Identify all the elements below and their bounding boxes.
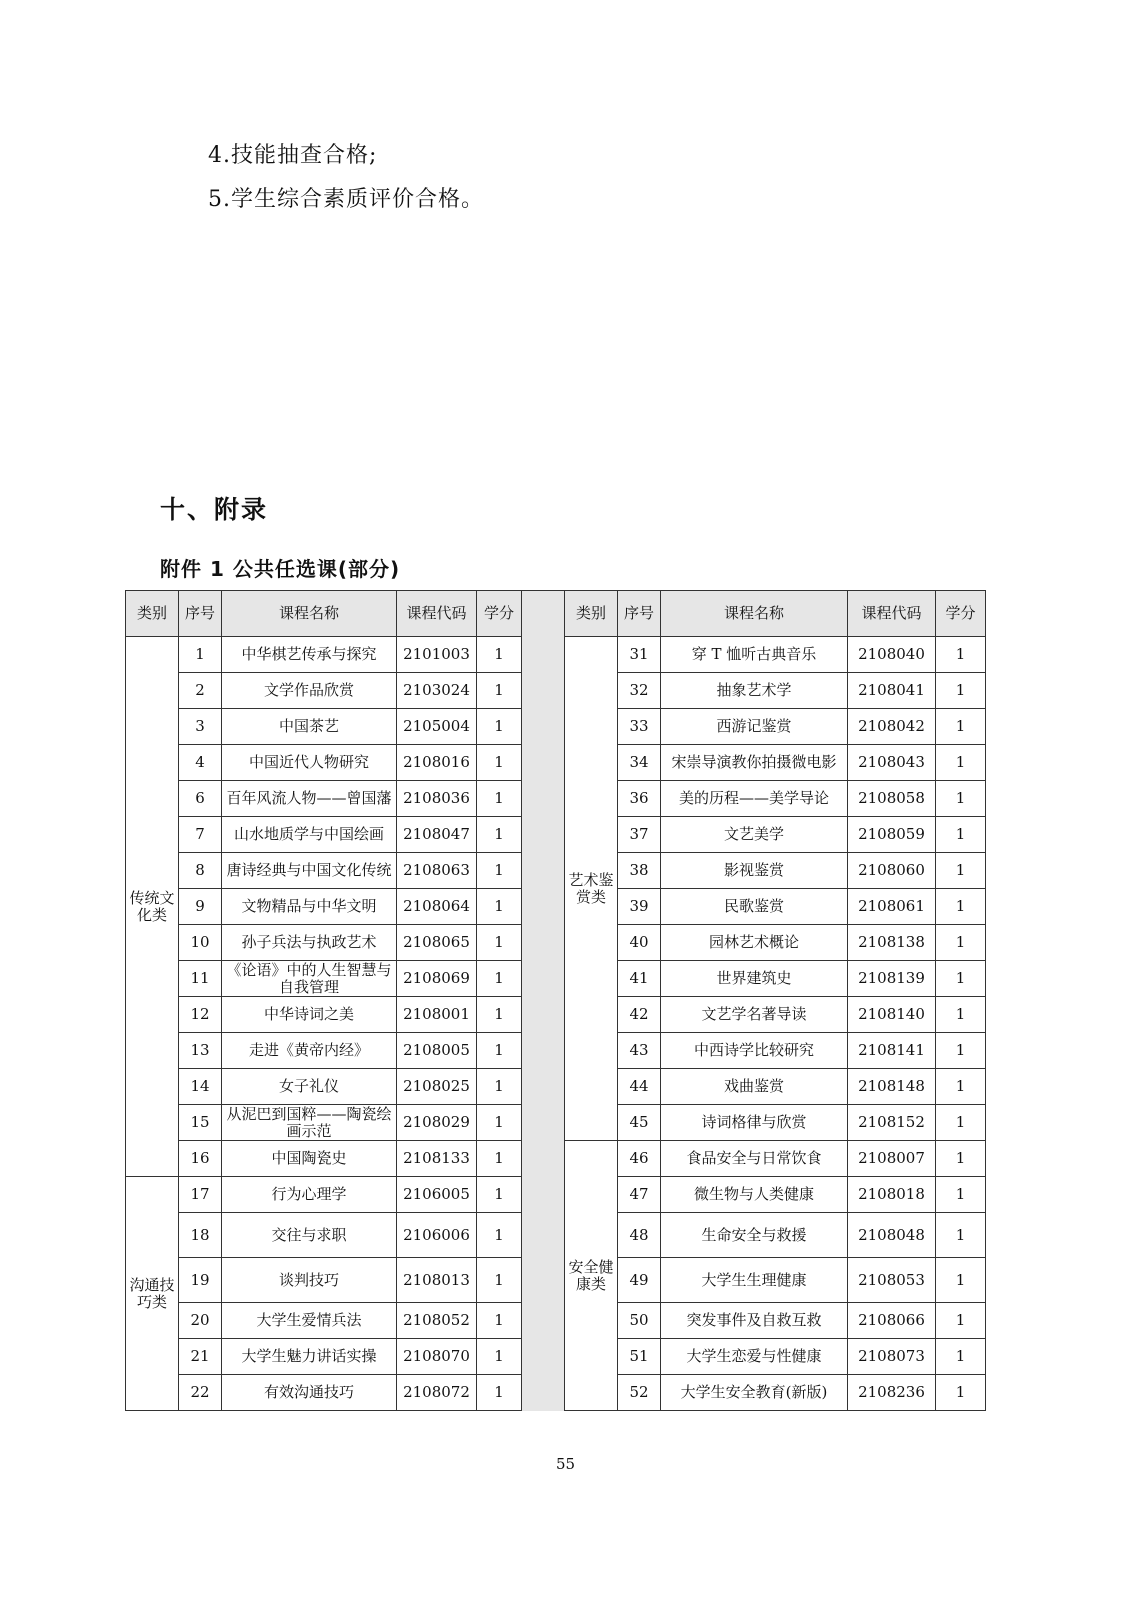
course-name: 中华诗词之美	[222, 997, 397, 1033]
course-name: 影视鉴赏	[661, 853, 848, 889]
course-code: 2108058	[848, 781, 936, 817]
course-name: 戏曲鉴赏	[661, 1069, 848, 1105]
header-category: 类别	[565, 591, 618, 637]
course-index: 50	[618, 1303, 661, 1339]
course-name: 大学生生理健康	[661, 1258, 848, 1303]
course-index: 47	[618, 1177, 661, 1213]
course-credit: 1	[936, 1177, 986, 1213]
elective-course-table-wrapper	[125, 590, 986, 1411]
course-code: 2101003	[397, 637, 477, 673]
course-credit: 1	[936, 1375, 986, 1411]
course-code: 2108042	[848, 709, 936, 745]
course-code: 2108152	[848, 1105, 936, 1141]
course-credit: 1	[477, 1258, 522, 1303]
course-credit: 1	[477, 709, 522, 745]
course-name: 中国茶艺	[222, 709, 397, 745]
header-gap	[522, 591, 565, 637]
course-name-text: 百年风流人物——曾国藩	[226, 790, 392, 807]
course-code: 2108072	[397, 1375, 477, 1411]
header-credit: 学分	[936, 591, 986, 637]
table-gap-column	[522, 637, 565, 1411]
course-name-text: 从泥巴到国粹——陶瓷绘画示范	[226, 1105, 392, 1140]
course-credit: 1	[477, 745, 522, 781]
course-credit: 1	[477, 673, 522, 709]
course-name: 中国陶瓷史	[222, 1141, 397, 1177]
course-credit: 1	[477, 817, 522, 853]
course-credit: 1	[936, 1258, 986, 1303]
course-name: 世界建筑史	[661, 961, 848, 997]
category-cell: 沟通技巧类	[126, 1177, 179, 1411]
course-index: 48	[618, 1213, 661, 1258]
course-credit: 1	[936, 817, 986, 853]
course-index: 7	[179, 817, 222, 853]
course-credit: 1	[936, 925, 986, 961]
course-index: 33	[618, 709, 661, 745]
course-code: 2108036	[397, 781, 477, 817]
course-index: 45	[618, 1105, 661, 1141]
course-name: 走进《黄帝内经》	[222, 1033, 397, 1069]
course-name: 孙子兵法与执政艺术	[222, 925, 397, 961]
course-code: 2108070	[397, 1339, 477, 1375]
course-name: 中华棋艺传承与探究	[222, 637, 397, 673]
course-credit: 1	[936, 745, 986, 781]
course-credit: 1	[936, 1105, 986, 1141]
requirement-item-4: 4.技能抽查合格;	[208, 143, 378, 168]
course-credit: 1	[477, 961, 522, 997]
course-name: 山水地质学与中国绘画	[222, 817, 397, 853]
course-name	[222, 1105, 397, 1141]
course-credit: 1	[936, 1069, 986, 1105]
course-code: 2108052	[397, 1303, 477, 1339]
course-code: 2108063	[397, 853, 477, 889]
course-credit: 1	[936, 997, 986, 1033]
course-index: 11	[179, 961, 222, 997]
course-index: 12	[179, 997, 222, 1033]
course-index: 2	[179, 673, 222, 709]
course-index: 46	[618, 1141, 661, 1177]
subsection-title: 附件 1 公共任选课(部分)	[160, 557, 401, 581]
course-name: 大学生恋爱与性健康	[661, 1339, 848, 1375]
course-credit: 1	[477, 997, 522, 1033]
course-code: 2108043	[848, 745, 936, 781]
course-credit: 1	[936, 637, 986, 673]
course-index: 17	[179, 1177, 222, 1213]
course-credit: 1	[477, 889, 522, 925]
course-credit: 1	[477, 1177, 522, 1213]
course-index: 21	[179, 1339, 222, 1375]
course-code: 2108064	[397, 889, 477, 925]
course-credit: 1	[477, 1375, 522, 1411]
course-code: 2108040	[848, 637, 936, 673]
course-index: 13	[179, 1033, 222, 1069]
course-code: 2108066	[848, 1303, 936, 1339]
course-name: 文学作品欣赏	[222, 673, 397, 709]
course-name: 文艺美学	[661, 817, 848, 853]
course-index: 8	[179, 853, 222, 889]
course-name: 文物精品与中华文明	[222, 889, 397, 925]
course-name-text: 唐诗经典与中国文化传统	[226, 862, 392, 879]
table-body	[126, 637, 986, 1411]
course-name	[661, 745, 848, 781]
course-name: 谈判技巧	[222, 1258, 397, 1303]
course-index: 38	[618, 853, 661, 889]
course-name: 美的历程——美学导论	[661, 781, 848, 817]
course-name	[222, 853, 397, 889]
course-credit: 1	[936, 1303, 986, 1339]
course-code: 2108018	[848, 1177, 936, 1213]
course-credit: 1	[936, 889, 986, 925]
course-code: 2108041	[848, 673, 936, 709]
header-course-code: 课程代码	[397, 591, 477, 637]
course-name: 生命安全与救援	[661, 1213, 848, 1258]
header-index: 序号	[179, 591, 222, 637]
course-index: 40	[618, 925, 661, 961]
course-index: 44	[618, 1069, 661, 1105]
course-index: 16	[179, 1141, 222, 1177]
course-code: 2106005	[397, 1177, 477, 1213]
header-course-code: 课程代码	[848, 591, 936, 637]
course-credit: 1	[936, 673, 986, 709]
course-index: 34	[618, 745, 661, 781]
course-code: 2105004	[397, 709, 477, 745]
page-number: 55	[555, 1455, 576, 1473]
course-code: 2108060	[848, 853, 936, 889]
course-name: 大学生爱情兵法	[222, 1303, 397, 1339]
course-code: 2108148	[848, 1069, 936, 1105]
table-row	[126, 637, 986, 673]
course-code: 2108133	[397, 1141, 477, 1177]
course-index: 3	[179, 709, 222, 745]
course-name: 突发事件及自救互救	[661, 1303, 848, 1339]
course-index: 39	[618, 889, 661, 925]
course-code: 2108059	[848, 817, 936, 853]
course-code: 2108141	[848, 1033, 936, 1069]
course-credit: 1	[477, 853, 522, 889]
course-credit: 1	[477, 781, 522, 817]
course-index: 31	[618, 637, 661, 673]
course-name: 大学生魅力讲话实操	[222, 1339, 397, 1375]
course-credit: 1	[936, 1213, 986, 1258]
course-code: 2108061	[848, 889, 936, 925]
course-code: 2108138	[848, 925, 936, 961]
table-header-row	[126, 591, 986, 637]
course-name	[222, 961, 397, 997]
course-name: 交往与求职	[222, 1213, 397, 1258]
course-index: 36	[618, 781, 661, 817]
course-name: 抽象艺术学	[661, 673, 848, 709]
course-index: 14	[179, 1069, 222, 1105]
course-index: 32	[618, 673, 661, 709]
header-index: 序号	[618, 591, 661, 637]
course-code: 2108025	[397, 1069, 477, 1105]
course-index: 43	[618, 1033, 661, 1069]
course-code: 2108016	[397, 745, 477, 781]
course-index: 9	[179, 889, 222, 925]
course-index: 15	[179, 1105, 222, 1141]
course-index: 52	[618, 1375, 661, 1411]
course-index: 49	[618, 1258, 661, 1303]
course-code: 2108048	[848, 1213, 936, 1258]
category-cell: 安全健康类	[565, 1141, 618, 1411]
course-name: 园林艺术概论	[661, 925, 848, 961]
course-name: 有效沟通技巧	[222, 1375, 397, 1411]
course-name: 中西诗学比较研究	[661, 1033, 848, 1069]
course-name: 微生物与人类健康	[661, 1177, 848, 1213]
course-name	[222, 781, 397, 817]
course-code: 2108236	[848, 1375, 936, 1411]
header-category: 类别	[126, 591, 179, 637]
course-credit: 1	[936, 1033, 986, 1069]
course-code: 2103024	[397, 673, 477, 709]
course-credit: 1	[477, 1069, 522, 1105]
course-index: 10	[179, 925, 222, 961]
course-name: 穿 T 恤听古典音乐	[661, 637, 848, 673]
course-name-text: 大学生安全教育(新版)	[680, 1384, 828, 1401]
header-course-name: 课程名称	[222, 591, 397, 637]
course-credit: 1	[477, 1213, 522, 1258]
course-name: 诗词格律与欣赏	[661, 1105, 848, 1141]
course-code: 2108139	[848, 961, 936, 997]
course-code: 2108140	[848, 997, 936, 1033]
course-credit: 1	[477, 1339, 522, 1375]
course-code: 2108069	[397, 961, 477, 997]
elective-course-table	[125, 590, 986, 1411]
course-index: 20	[179, 1303, 222, 1339]
course-code: 2108001	[397, 997, 477, 1033]
course-credit: 1	[477, 925, 522, 961]
course-code: 2108073	[848, 1339, 936, 1375]
course-name: 西游记鉴赏	[661, 709, 848, 745]
course-index: 37	[618, 817, 661, 853]
course-index: 1	[179, 637, 222, 673]
course-credit: 1	[936, 1339, 986, 1375]
course-index: 19	[179, 1258, 222, 1303]
requirement-item-5: 5.学生综合素质评价合格。	[208, 187, 484, 212]
course-index: 42	[618, 997, 661, 1033]
course-credit: 1	[936, 853, 986, 889]
course-name-text: 《论语》中的人生智慧与自我管理	[226, 961, 392, 996]
course-code: 2108065	[397, 925, 477, 961]
course-credit: 1	[477, 1303, 522, 1339]
course-index: 51	[618, 1339, 661, 1375]
course-code: 2108047	[397, 817, 477, 853]
header-credit: 学分	[477, 591, 522, 637]
course-index: 6	[179, 781, 222, 817]
header-course-name: 课程名称	[661, 591, 848, 637]
course-index: 4	[179, 745, 222, 781]
course-index: 22	[179, 1375, 222, 1411]
course-name: 中国近代人物研究	[222, 745, 397, 781]
course-credit: 1	[936, 709, 986, 745]
course-credit: 1	[936, 961, 986, 997]
course-name: 民歌鉴赏	[661, 889, 848, 925]
course-credit: 1	[477, 1105, 522, 1141]
course-index: 18	[179, 1213, 222, 1258]
course-code: 2108053	[848, 1258, 936, 1303]
course-code: 2108013	[397, 1258, 477, 1303]
course-code: 2108005	[397, 1033, 477, 1069]
course-credit: 1	[477, 1141, 522, 1177]
course-name: 行为心理学	[222, 1177, 397, 1213]
course-name: 食品安全与日常饮食	[661, 1141, 848, 1177]
category-cell: 传统文化类	[126, 637, 179, 1177]
course-name-text: 宋崇导演教你拍摄微电影	[671, 754, 837, 771]
course-name	[661, 1375, 848, 1411]
course-name: 女子礼仪	[222, 1069, 397, 1105]
course-code: 2108029	[397, 1105, 477, 1141]
course-code: 2108007	[848, 1141, 936, 1177]
course-credit: 1	[936, 781, 986, 817]
course-code: 2106006	[397, 1213, 477, 1258]
section-title: 十、附录	[160, 495, 269, 524]
category-cell: 艺术鉴赏类	[565, 637, 618, 1141]
course-credit: 1	[477, 1033, 522, 1069]
course-index: 41	[618, 961, 661, 997]
course-credit: 1	[936, 1141, 986, 1177]
course-name: 文艺学名著导读	[661, 997, 848, 1033]
course-credit: 1	[477, 637, 522, 673]
